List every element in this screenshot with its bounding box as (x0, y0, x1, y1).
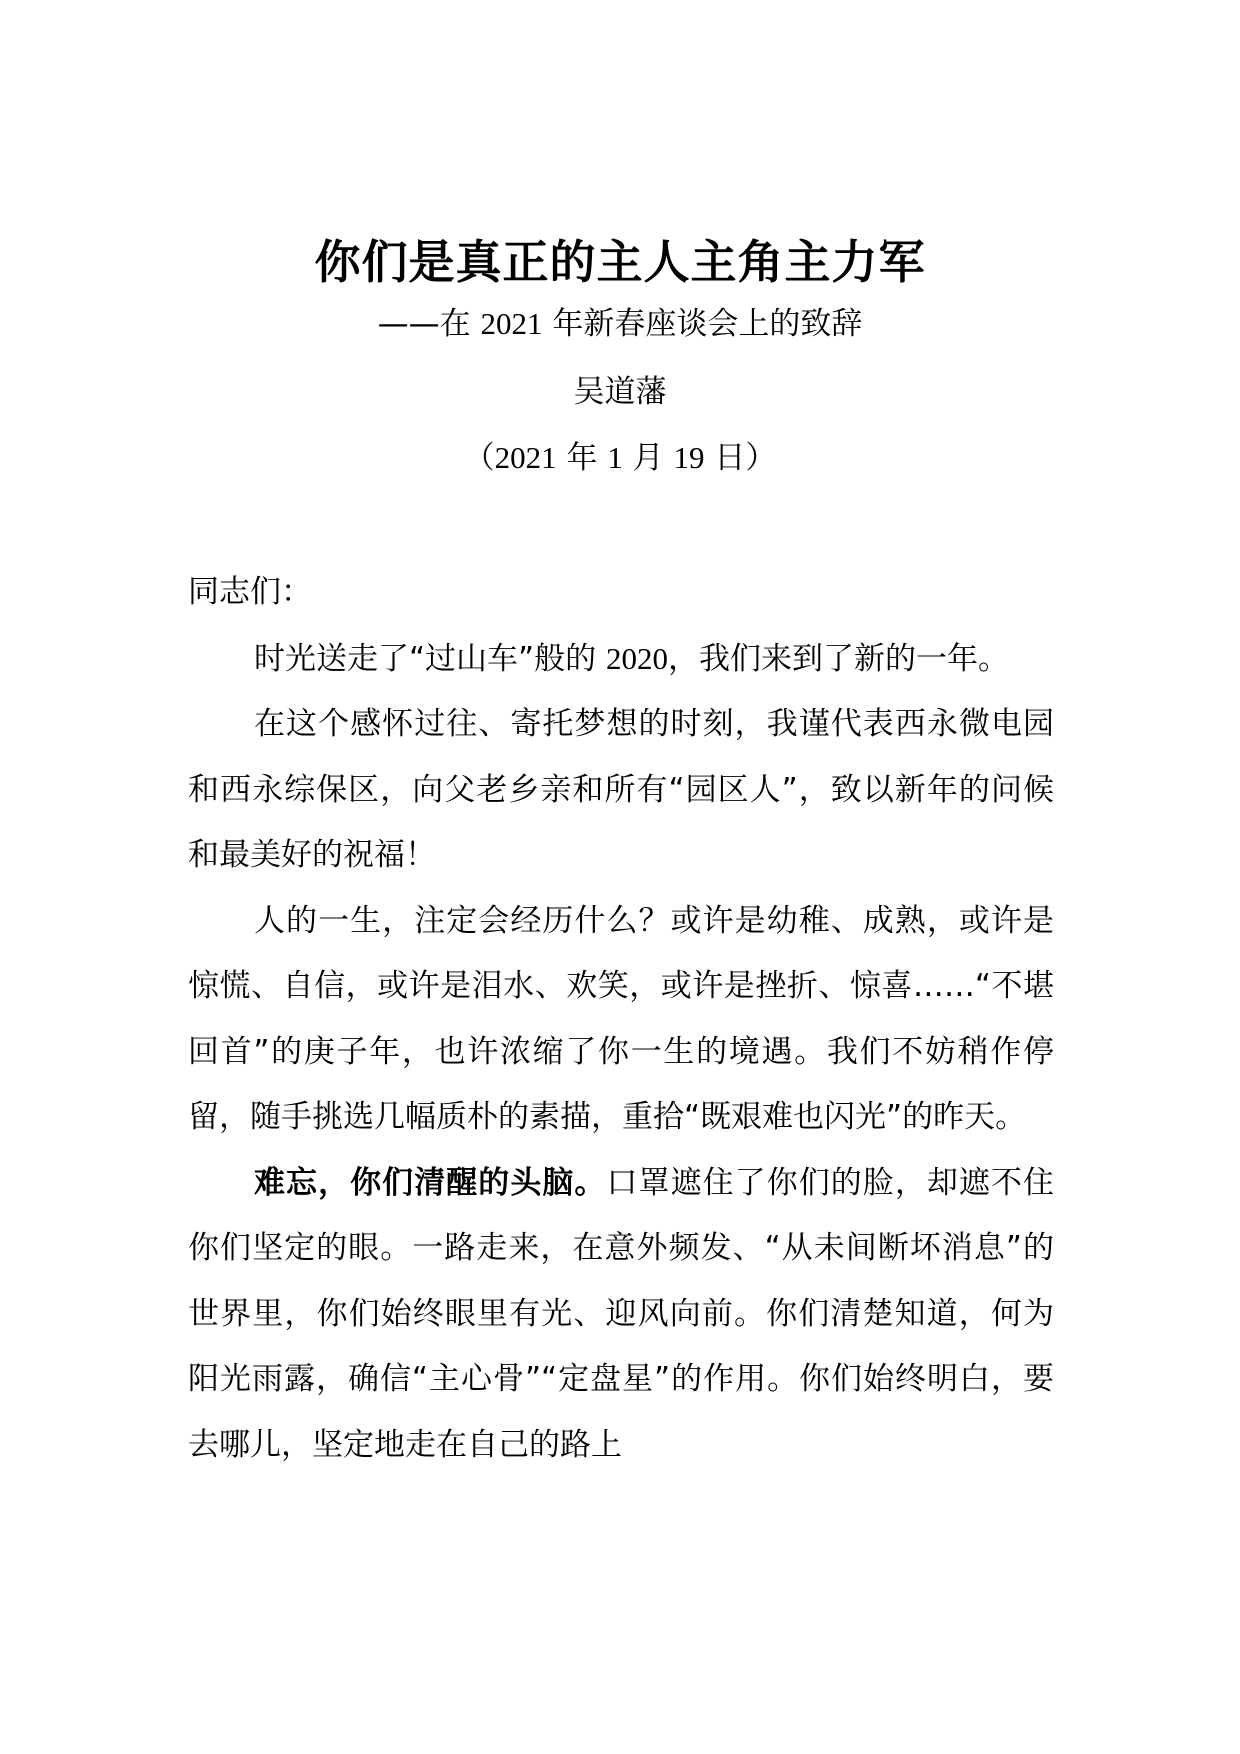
document-date (0, 436, 1240, 480)
date-mid2: 月 (622, 440, 674, 476)
document-subtitle (0, 302, 1240, 346)
subtitle-prefix: ——在 (377, 306, 481, 342)
paragraph-4 (188, 1151, 1054, 1479)
paragraph-2: 在这个感怀过往、寄托梦想的时刻，我谨代表西永微电园和西永综保区，向父老乡亲和所有“园区人”，致以新年的问候和最美好的祝福！ (188, 706, 1054, 873)
paragraph-1 (188, 626, 1054, 693)
date-day: 19 (673, 440, 705, 475)
greeting: 同志们： (188, 574, 312, 610)
date-close: 日） (704, 440, 777, 476)
paragraph-1-after: ，我们来到了新的一年。 (667, 640, 1009, 677)
date-year: 2021 (494, 440, 557, 475)
paragraph-3: 人的一生，注定会经历什么？或许是幼稚、成熟，或许是惊慌、自信，或许是泪水、欢笑，或许是挫折、惊喜……“不堪回首”的庚子年，也许浓缩了你一生的境遇。我们不妨稍作停留，随手挑选几幅质朴的素描，重拾“既艰难也闪光”的昨天。 (188, 902, 1054, 1135)
date-mid1: 年 (556, 440, 608, 476)
paragraph-1-year: 2020 (605, 640, 668, 676)
paragraph-1-before: 时光送走了“过山车”般的 (254, 640, 606, 677)
date-month: 1 (607, 440, 623, 475)
paragraph-4-lead: 难忘，你们清醒的头脑。 (254, 1164, 607, 1201)
document-body (188, 560, 1054, 1478)
paragraph-4-text: 口罩遮住了你们的脸，却遮不住你们坚定的眼。一路走来，在意外频发、“从未间断坏消息”的世界里，你们始终眼里有光、迎风向前。你们清楚知道，何为阳光雨露，确信“主心骨”“定盘星”的作用。你们始终明白，要去哪儿，坚定地走在自己的路上 (188, 1164, 1055, 1463)
subtitle-suffix: 年新春座谈会上的致辞 (542, 306, 863, 342)
document-author: 吴道藩 (573, 374, 667, 410)
subtitle-year: 2021 (480, 306, 543, 341)
date-open: （ (463, 440, 495, 476)
document-title: 你们是真正的主人主角主力军 (314, 235, 926, 289)
